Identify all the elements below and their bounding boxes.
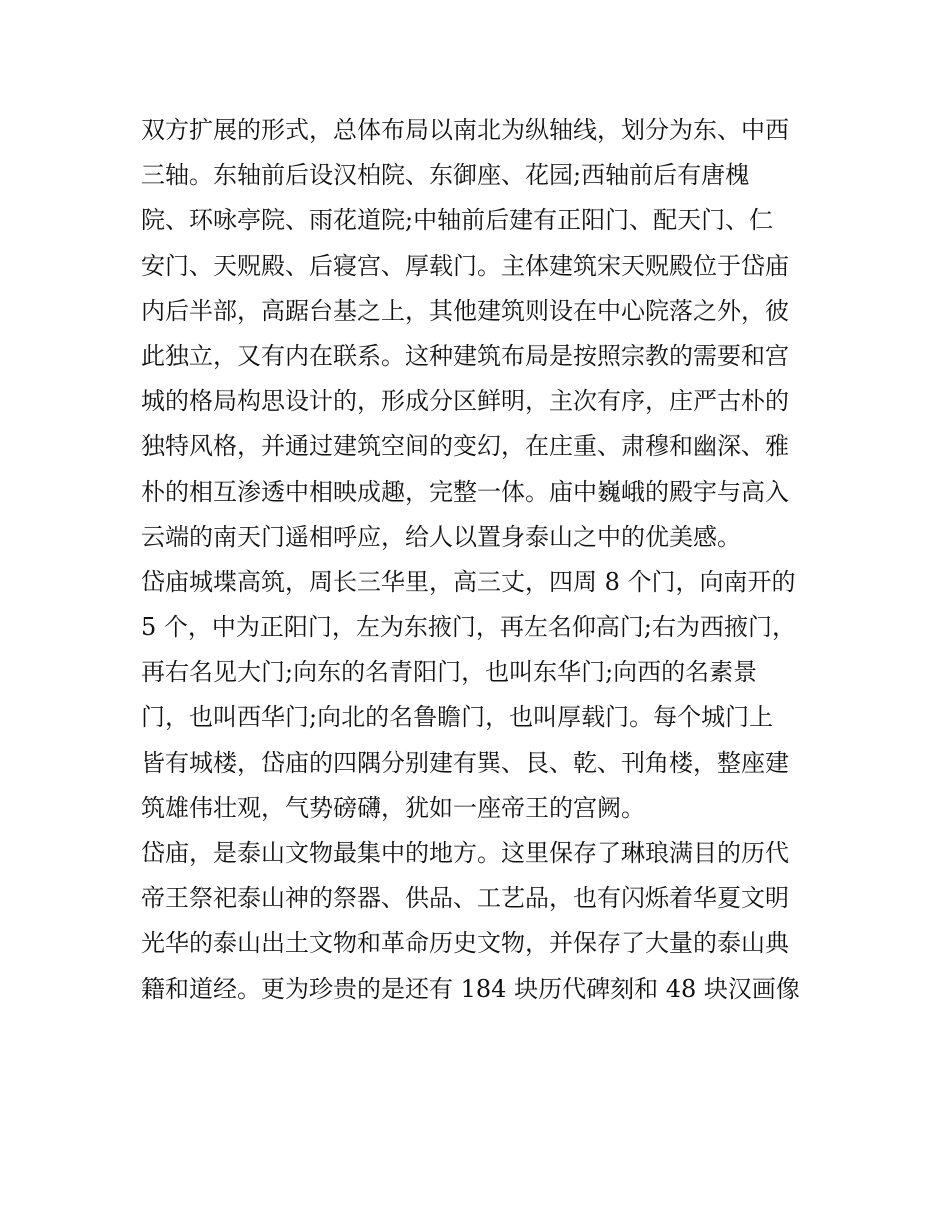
text-line: 再右名见大门;向东的名青阳门，也叫东华门;向西的名素景 [141, 658, 758, 687]
text-line: 此独立，又有内在联系。这种建筑布局是按照宗教的需要和宫 [141, 341, 789, 370]
text-line: 门，也叫西华门;向北的名鲁瞻门，也叫厚载门。每个城门上 [141, 703, 774, 732]
text-line: 双方扩展的形式，总体布局以南北为纵轴线，划分为东、中西 [141, 116, 789, 144]
text-line: 光华的泰山出土文物和革命历史文物，并保存了大量的泰山典 [141, 929, 789, 958]
text-line: 安门、天贶殿、后寝宫、厚载门。主体建筑宋天贶殿位于岱庙 [141, 251, 789, 280]
text-line: 城的格局构思设计的，形成分区鲜明，主次有序，庄严古朴的 [141, 387, 789, 416]
body-text [141, 108, 821, 1012]
text-line: 筑雄伟壮观，气势磅礴，犹如一座帝王的宫阙。 [141, 793, 645, 822]
text-line: 云端的南天门遥相呼应，给人以置身泰山之中的优美感。 [141, 522, 741, 551]
text-line: 三轴。东轴前后设汉柏院、东御座、花园;西轴前后有唐槐 [141, 161, 750, 190]
text-line: 独特风格，并通过建筑空间的变幻，在庄重、肃穆和幽深、雅 [141, 432, 789, 461]
text-line: 院、环咏亭院、雨花道院;中轴前后建有正阳门、配天门、仁 [141, 206, 774, 235]
text-line: 籍和道经。更为珍贵的是还有 184 块历代碑刻和 48 块汉画像 [141, 974, 800, 1003]
text-line: 帝王祭祀泰山神的祭器、供品、工艺品，也有闪烁着华夏文明 [141, 884, 789, 913]
text-line: 朴的相互渗透中相映成趣，完整一体。庙中巍峨的殿宇与高入 [141, 477, 789, 506]
text-line: 5 个，中为正阳门，左为东掖门，再左名仰高门;右为西掖门， [141, 613, 796, 642]
text-line: 皆有城楼，岱庙的四隅分别建有巽、艮、乾、刊角楼，整座建 [141, 748, 789, 777]
text-line: 内后半部，高踞台基之上，其他建筑则设在中心院落之外，彼 [141, 296, 789, 325]
text-line: 岱庙，是泰山文物最集中的地方。这里保存了琳琅满目的历代 [141, 839, 789, 867]
text-line: 岱庙城堞高筑，周长三华里，高三丈，四周 8 个门，向南开的 [141, 567, 796, 596]
